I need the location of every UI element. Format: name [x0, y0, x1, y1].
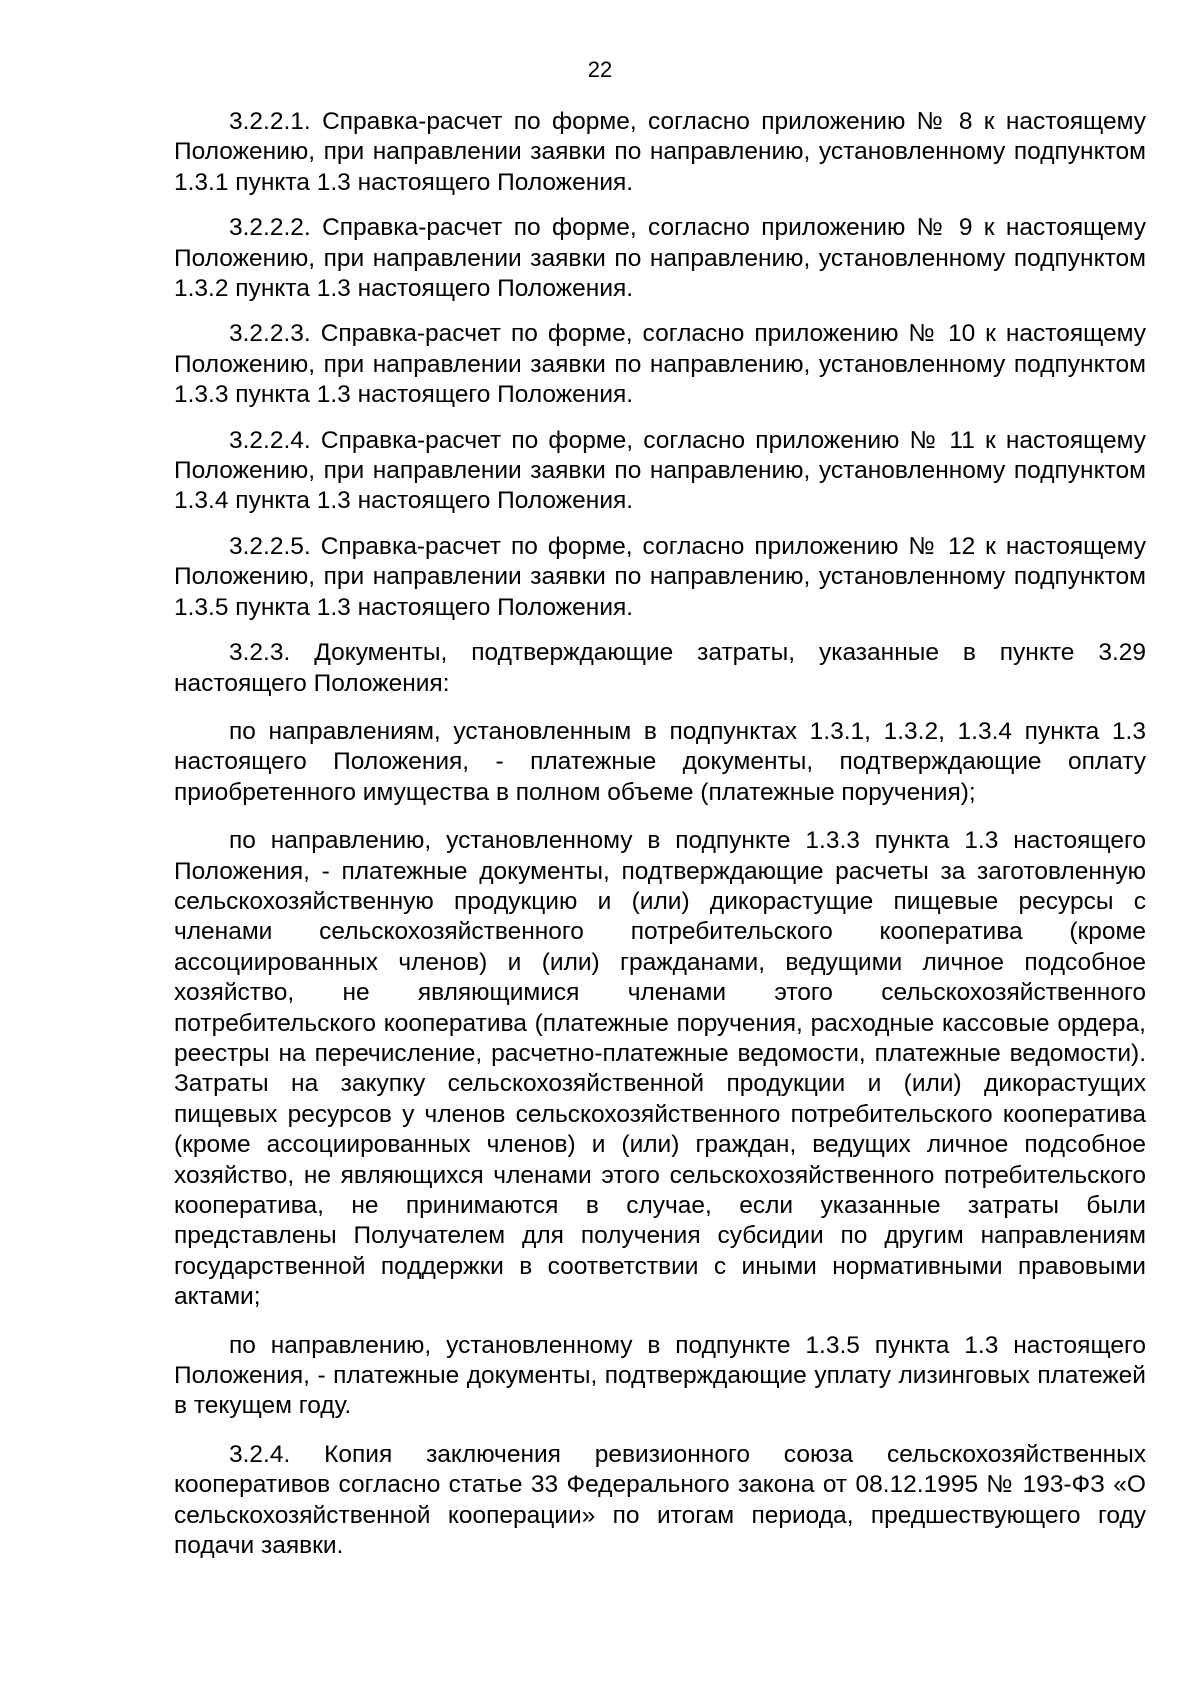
paragraph-3-2-3: 3.2.3. Документы, подтверждающие затраты, указанные в пункте 3.29 настоящего Положения:: [174, 639, 1146, 697]
paragraph-3-2-4: 3.2.4. Копия заключения ревизионного союза сельскохозяйственных кооперативов согласно статье 33 Федерального закона от 08.12.1995 № 193-ФЗ «О сельскохозяйственной кооперации» по итогам периода, предшествующего году подачи заявки.: [174, 1440, 1146, 1560]
paragraph-3-2-2-3: 3.2.2.3. Справка-расчет по форме, согласно приложению № 10 к настоящему Положению, при направлении заявки по направлению, установленному подпунктом 1.3.3 пункта 1.3 настоящего Положения.: [174, 320, 1146, 409]
paragraph-direction-1-3-3: по направлению, установленному в подпункте 1.3.3 пункта 1.3 настоящего Положения, - платежные документы, подтверждающие расчеты за заготовленную сельскохозяйственную продукцию и (или) дикорастущие пищевые ресурсы с членами сельскохозяйственного потребительского кооператива (кроме ассоциированных членов) и (или) гражданами, ведущими личное подсобное хозяйство, не являющимися членами этого сельскохозяйственного потребительского кооператива (платежные поручения, расходные кассовые ордера, реестры на перечисление, расчетно-платежные ведомости, платежные ведомости). Затраты на закупку сельскохозяйственной продукции и (или) дикорастущих пищевых ресурсов у членов сельскохозяйственного потребительского кооператива (кроме ассоциированных членов) и (или) граждан, ведущих личное подсобное хозяйство, не являющихся членами этого сельскохозяйственного потребительского кооператива, не принимаются в случае, если указанные затраты были представлены Получателем для получения субсидии по другим направлениям государственной поддержки в соответствии с иными нормативными правовыми актами;: [174, 827, 1146, 1311]
paragraph-direction-1-3-5: по направлению, установленному в подпункте 1.3.5 пункта 1.3 настоящего Положения, - платежные документы, подтверждающие уплату лизинговых платежей в текущем году.: [174, 1331, 1146, 1420]
document-body: [174, 107, 1146, 1561]
paragraph-3-2-2-4: 3.2.2.4. Справка-расчет по форме, согласно приложению № 11 к настоящему Положению, при направлении заявки по направлению, установленному подпунктом 1.3.4 пункта 1.3 настоящего Положения.: [174, 426, 1146, 515]
paragraph-3-2-2-5: 3.2.2.5. Справка-расчет по форме, согласно приложению № 12 к настоящему Положению, при направлении заявки по направлению, установленному подпунктом 1.3.5 пункта 1.3 настоящего Положения.: [174, 532, 1146, 621]
page-number: 22: [587, 57, 613, 82]
paragraph-directions-1-3-1-2-4: по направлениям, установленным в подпунктах 1.3.1, 1.3.2, 1.3.4 пункта 1.3 настоящего Положения, - платежные документы, подтверждающие оплату приобретенного имущества в полном объеме (платежные поручения);: [174, 717, 1146, 806]
paragraph-3-2-2-1: 3.2.2.1. Справка-расчет по форме, согласно приложению № 8 к настоящему Положению, при направлении заявки по направлению, установленному подпунктом 1.3.1 пункта 1.3 настоящего Положения.: [174, 108, 1146, 196]
paragraph-3-2-2-2: 3.2.2.2. Справка-расчет по форме, согласно приложению № 9 к настоящему Положению, при направлении заявки по направлению, установленному подпунктом 1.3.2 пункта 1.3 настоящего Положения.: [174, 214, 1146, 303]
